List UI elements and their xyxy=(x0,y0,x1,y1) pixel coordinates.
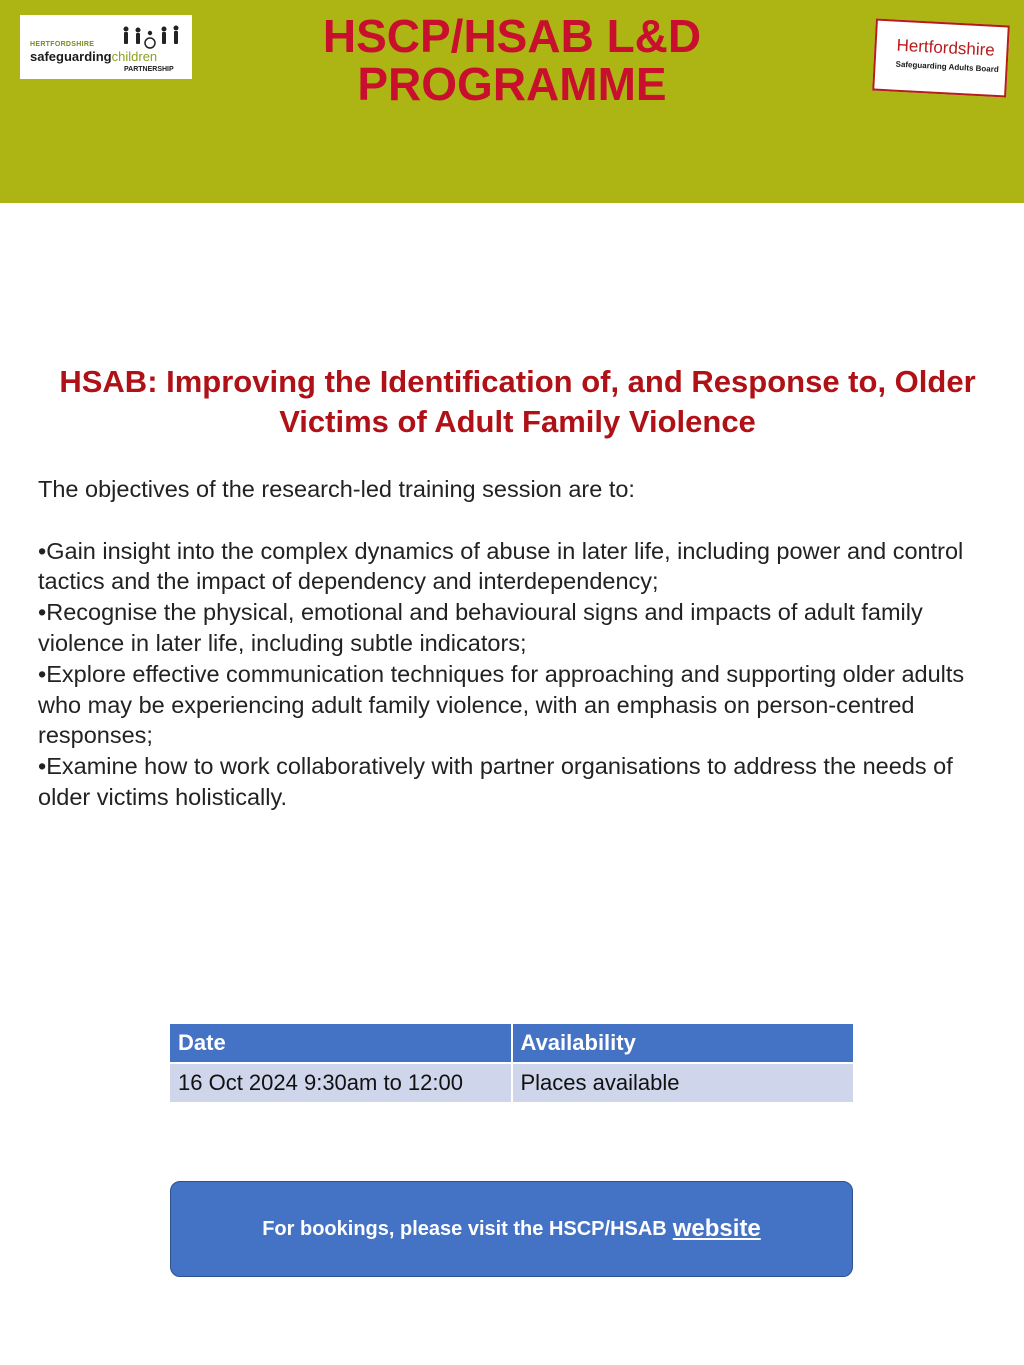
safeguarding-adults-board-logo xyxy=(872,19,1010,98)
date-column-header: Date xyxy=(170,1024,512,1063)
session-date-cell: 16 Oct 2024 9:30am to 12:00 xyxy=(170,1063,512,1102)
objective-item: •Gain insight into the complex dynamics of abuse in later life, including power and control tactics and the impact of dependency and interdependency; xyxy=(38,537,964,595)
logo-left-sub-text: PARTNERSHIP xyxy=(124,66,174,73)
objective-item: •Examine how to work collaboratively with partner organisations to address the needs of older victims holistically. xyxy=(38,753,953,810)
table-row xyxy=(170,1063,853,1102)
safeguarding-children-logo xyxy=(20,15,192,79)
availability-column-header: Availability xyxy=(512,1024,854,1063)
programme-title-line1: HSCP/HSAB L&D xyxy=(322,10,702,62)
logo-right-line1: Hertfordshire xyxy=(896,35,996,60)
objectives-intro: The objectives of the research-led training session are to: xyxy=(38,476,635,502)
course-title: HSAB: Improving the Identification of, and Response to, Older Victims of Adult Family Violence xyxy=(59,364,976,439)
logo-left-main-text: safeguardingchildren xyxy=(30,49,158,64)
logo-left-small-text: HERTFORDSHIRE xyxy=(30,41,95,48)
session-availability-cell: Places available xyxy=(512,1063,854,1102)
table-header-row xyxy=(170,1024,853,1063)
header-banner xyxy=(0,0,1024,203)
objective-item: •Recognise the physical, emotional and behavioural signs and impacts of adult family violence in later life, including subtle indicators; xyxy=(38,599,923,656)
logo-right-line2: Safeguarding Adults Board xyxy=(895,59,999,75)
sessions-table xyxy=(170,1024,853,1102)
website-link[interactable]: website xyxy=(672,1215,761,1242)
booking-box xyxy=(170,1181,853,1277)
course-description xyxy=(38,474,998,813)
objective-item: •Explore effective communication techniques for approaching and supporting older adults who may be experiencing adult family violence, with an emphasis on person-centred responses; xyxy=(38,660,965,749)
booking-text: For bookings, please visit the HSCP/HSAB xyxy=(262,1217,667,1240)
programme-title xyxy=(262,12,762,108)
people-silhouettes-icon xyxy=(120,25,184,49)
programme-title-line2: PROGRAMME xyxy=(357,58,667,110)
